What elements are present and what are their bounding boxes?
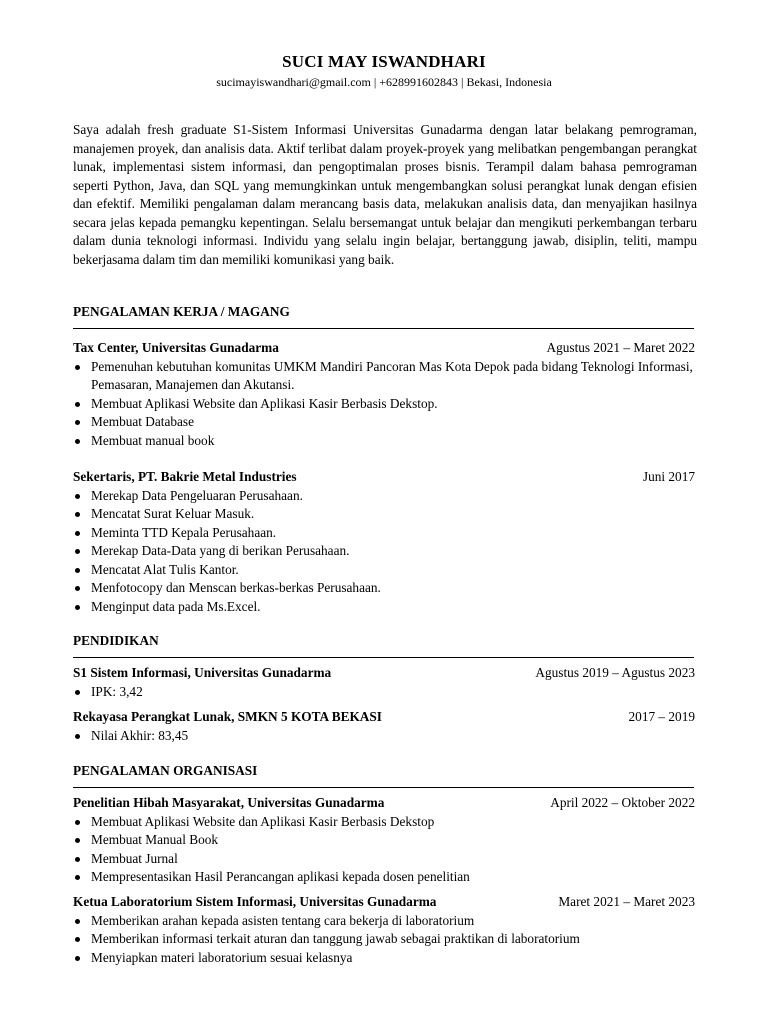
entry-title: S1 Sistem Informasi, Universitas Gunadarma: [73, 665, 332, 680]
list-item: Nilai Akhir: 83,45: [73, 727, 695, 746]
list-item: Membuat Database: [73, 413, 695, 432]
entry-title: Tax Center, Universitas Gunadarma: [73, 340, 279, 355]
candidate-name: SUCI MAY ISWANDHARI: [282, 52, 486, 71]
section-title-organization: PENGALAMAN ORGANISASI: [73, 763, 258, 778]
entry-date: Agustus 2021 – Maret 2022: [546, 340, 695, 355]
entry-date: Juni 2017: [642, 469, 695, 484]
section-work: [73, 303, 694, 329]
section-title-education: PENDIDIKAN: [73, 633, 159, 648]
list-item: IPK: 3,42: [73, 683, 695, 702]
list-item: Merekap Data Pengeluaran Perusahaan.: [73, 487, 695, 506]
list-item: Merekap Data-Data yang di berikan Perusahaan.: [73, 542, 695, 561]
contact-line: sucimayiswandhari@gmail.com | +628991602843 | Bekasi, Indonesia: [216, 75, 552, 89]
list-item: Memberikan informasi terkait aturan dan tanggung jawab sebagai praktikan di laboratorium: [73, 930, 695, 949]
section-divider: [73, 657, 694, 658]
education-entry-smk: [73, 708, 695, 745]
list-item: Pemenuhan kebutuhan komunitas UMKM Mandiri Pancoran Mas Kota Depok pada bidang Teknologi Informasi, Pemasaran, Manajemen dan Akutansi.: [73, 358, 695, 395]
entry-date: April 2022 – Oktober 2022: [550, 795, 695, 810]
section-organization: [73, 762, 694, 788]
section-divider: [73, 328, 694, 329]
list-item: Mempresentasikan Hasil Perancangan aplikasi kepada dosen penelitian: [73, 868, 695, 887]
list-item: Membuat Aplikasi Website dan Aplikasi Kasir Berbasis Dekstop: [73, 813, 695, 832]
bullet-list: [73, 487, 695, 617]
list-item: Menginput data pada Ms.Excel.: [73, 598, 695, 617]
entry-title: Penelitian Hibah Masyarakat, Universitas Gunadarma: [73, 795, 385, 810]
organization-entry-hibah: [73, 794, 695, 887]
list-item: Membuat manual book: [73, 432, 695, 451]
list-item: Membuat Manual Book: [73, 831, 695, 850]
list-item: Mencatat Alat Tulis Kantor.: [73, 561, 695, 580]
bullet-list: [73, 358, 695, 451]
bullet-list: [73, 813, 695, 887]
entry-date: Maret 2021 – Maret 2023: [558, 894, 695, 909]
list-item: Memberikan arahan kepada asisten tentang cara bekerja di laboratorium: [73, 912, 695, 931]
bullet-list: [73, 727, 695, 746]
entry-title: Ketua Laboratorium Sistem Informasi, Universitas Gunadarma: [73, 894, 437, 909]
list-item: Membuat Aplikasi Website dan Aplikasi Kasir Berbasis Dekstop.: [73, 395, 695, 414]
entry-date: 2017 – 2019: [628, 709, 695, 724]
work-entry-tax-center: [73, 339, 695, 450]
bullet-list: [73, 912, 695, 968]
organization-entry-lab: [73, 893, 695, 967]
profile-summary: Saya adalah fresh graduate S1-Sistem Informasi Universitas Gunadarma dengan latar belakang pemrograman, manajemen proyek, dan analisis data. Aktif terlibat dalam proyek-proyek yang melibatkan pengembangan perangkat lunak, implementasi sistem informasi, dan pengoptimalan proses bisnis. Terampil dalam bahasa pemrograman seperti Python, Java, dan SQL yang memungkinkan untuk mengembangkan solusi perangkat lunak dengan efisien dan efektif. Memiliki pengalaman dalam merancang basis data, melakukan analisis data, dan menyajikan hasilnya secara jelas kepada pemangku kepentingan. Selalu bersemangat untuk belajar dan mengikuti perkembangan terbaru dalam dunia teknologi informasi. Individu yang selalu ingin belajar, bertanggung jawab, disiplin, teliti, mampu bekerjasama dalam tim dan memiliki komunikasi yang baik.: [73, 122, 697, 267]
section-title-work: PENGALAMAN KERJA / MAGANG: [73, 304, 290, 319]
education-entry-university: [73, 664, 695, 701]
section-divider: [73, 787, 694, 788]
list-item: Meminta TTD Kepala Perusahaan.: [73, 524, 695, 543]
entry-title: Rekayasa Perangkat Lunak, SMKN 5 KOTA BEKASI: [73, 709, 382, 724]
list-item: Menyiapkan materi laboratorium sesuai kelasnya: [73, 949, 695, 968]
work-entry-bakrie: [73, 468, 695, 616]
entry-title: Sekertaris, PT. Bakrie Metal Industries: [73, 469, 297, 484]
list-item: Mencatat Surat Keluar Masuk.: [73, 505, 695, 524]
list-item: Membuat Jurnal: [73, 850, 695, 869]
list-item: Menfotocopy dan Menscan berkas-berkas Perusahaan.: [73, 579, 695, 598]
entry-date: Agustus 2019 – Agustus 2023: [535, 665, 695, 680]
section-education: [73, 632, 694, 658]
bullet-list: [73, 683, 695, 702]
